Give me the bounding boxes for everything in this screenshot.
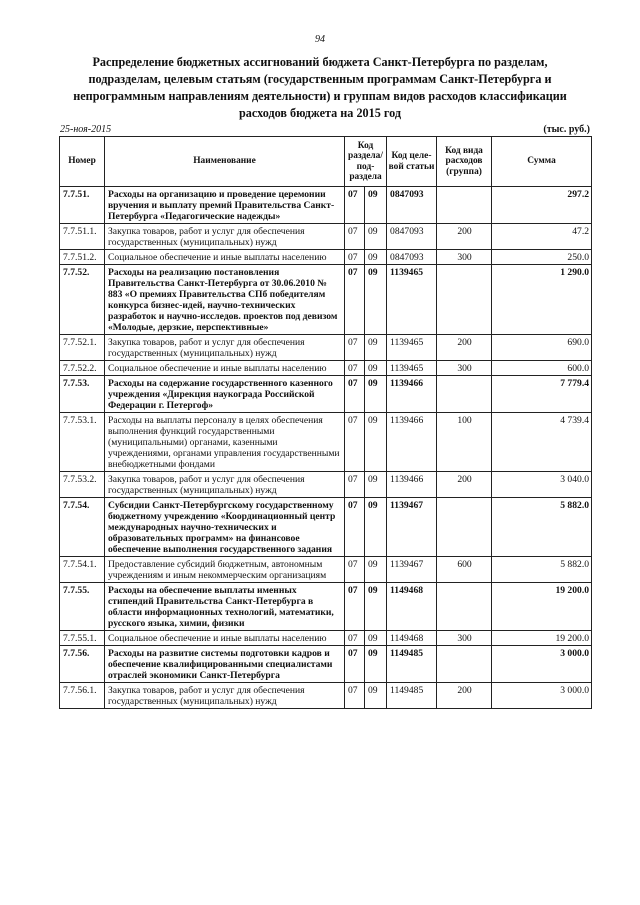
cell-sub: 09 bbox=[365, 498, 387, 557]
header-sum: Сумма bbox=[492, 137, 592, 187]
cell-tgt: 1149468 bbox=[387, 583, 437, 631]
cell-sec: 07 bbox=[345, 472, 365, 498]
cell-typ: 200 bbox=[437, 335, 492, 361]
cell-tgt: 1139466 bbox=[387, 472, 437, 498]
header-section: Код раздела/ под-раздела bbox=[345, 137, 387, 187]
budget-table bbox=[59, 136, 592, 709]
cell-typ: 200 bbox=[437, 683, 492, 709]
cell-sub: 09 bbox=[365, 250, 387, 265]
cell-sum: 3 040.0 bbox=[492, 472, 592, 498]
cell-num: 7.7.52.2. bbox=[60, 361, 105, 376]
cell-sub: 09 bbox=[365, 683, 387, 709]
header-name: Наименование bbox=[105, 137, 345, 187]
header-number: Номер bbox=[60, 137, 105, 187]
cell-sec: 07 bbox=[345, 498, 365, 557]
cell-sum: 7 779.4 bbox=[492, 376, 592, 413]
cell-sec: 07 bbox=[345, 631, 365, 646]
cell-name: Субсидии Санкт-Петербургскому государственному бюджетному учреждению «Координационный центр международных научно-технических и образовательных программ» на финансовое обеспечение выполнения государственного задания bbox=[105, 498, 345, 557]
cell-sec: 07 bbox=[345, 683, 365, 709]
cell-name: Закупка товаров, работ и услуг для обеспечения государственных (муниципальных) нужд bbox=[105, 335, 345, 361]
cell-num: 7.7.56. bbox=[60, 646, 105, 683]
cell-sec: 07 bbox=[345, 265, 365, 335]
cell-sec: 07 bbox=[345, 646, 365, 683]
cell-name: Расходы на выплаты персоналу в целях обеспечения выполнения функций государственными (муниципальными) органами, казенными учреждениями, органами управления государственными внебюджетными фондами bbox=[105, 413, 345, 472]
cell-name: Предоставление субсидий бюджетным, автономным учреждениям и иным некоммерческим организациям bbox=[105, 557, 345, 583]
cell-sec: 07 bbox=[345, 583, 365, 631]
cell-sum: 19 200.0 bbox=[492, 583, 592, 631]
cell-num: 7.7.53. bbox=[60, 376, 105, 413]
page-number: 94 bbox=[315, 34, 325, 45]
cell-sum: 19 200.0 bbox=[492, 631, 592, 646]
cell-sub: 09 bbox=[365, 557, 387, 583]
cell-num: 7.7.53.1. bbox=[60, 413, 105, 472]
document-date: 25-ноя-2015 bbox=[60, 124, 112, 135]
cell-tgt: 1139467 bbox=[387, 557, 437, 583]
cell-typ bbox=[437, 583, 492, 631]
cell-sum: 1 290.0 bbox=[492, 265, 592, 335]
cell-sum: 600.0 bbox=[492, 361, 592, 376]
cell-name: Закупка товаров, работ и услуг для обеспечения государственных (муниципальных) нужд bbox=[105, 472, 345, 498]
cell-num: 7.7.51.1. bbox=[60, 224, 105, 250]
cell-sum: 5 882.0 bbox=[492, 557, 592, 583]
cell-sec: 07 bbox=[345, 224, 365, 250]
table-row bbox=[60, 631, 592, 646]
units-label: (тыс. руб.) bbox=[543, 124, 590, 135]
table-row bbox=[60, 583, 592, 631]
cell-sec: 07 bbox=[345, 250, 365, 265]
cell-num: 7.7.52.1. bbox=[60, 335, 105, 361]
cell-sub: 09 bbox=[365, 335, 387, 361]
cell-sub: 09 bbox=[365, 224, 387, 250]
cell-tgt: 1149468 bbox=[387, 631, 437, 646]
cell-typ bbox=[437, 187, 492, 224]
cell-sum: 3 000.0 bbox=[492, 646, 592, 683]
cell-sec: 07 bbox=[345, 376, 365, 413]
table-row bbox=[60, 265, 592, 335]
cell-typ bbox=[437, 646, 492, 683]
table-row bbox=[60, 250, 592, 265]
cell-sub: 09 bbox=[365, 265, 387, 335]
cell-num: 7.7.56.1. bbox=[60, 683, 105, 709]
cell-typ bbox=[437, 498, 492, 557]
cell-sec: 07 bbox=[345, 335, 365, 361]
cell-tgt: 1149485 bbox=[387, 683, 437, 709]
cell-tgt: 1139466 bbox=[387, 413, 437, 472]
cell-num: 7.7.54. bbox=[60, 498, 105, 557]
cell-num: 7.7.55. bbox=[60, 583, 105, 631]
cell-sum: 3 000.0 bbox=[492, 683, 592, 709]
cell-name: Закупка товаров, работ и услуг для обеспечения государственных (муниципальных) нужд bbox=[105, 224, 345, 250]
cell-tgt: 1139465 bbox=[387, 361, 437, 376]
cell-typ: 200 bbox=[437, 472, 492, 498]
cell-typ: 300 bbox=[437, 250, 492, 265]
cell-sub: 09 bbox=[365, 187, 387, 224]
cell-sum: 4 739.4 bbox=[492, 413, 592, 472]
cell-name: Расходы на обеспечение выплаты именных стипендий Правительства Санкт-Петербурга в области информационных технологий, математики, русского языка, химии, физики bbox=[105, 583, 345, 631]
cell-typ: 600 bbox=[437, 557, 492, 583]
cell-name: Социальное обеспечение и иные выплаты населению bbox=[105, 631, 345, 646]
table-row bbox=[60, 498, 592, 557]
cell-name: Социальное обеспечение и иные выплаты населению bbox=[105, 250, 345, 265]
cell-sum: 47.2 bbox=[492, 224, 592, 250]
cell-sec: 07 bbox=[345, 413, 365, 472]
cell-sum: 297.2 bbox=[492, 187, 592, 224]
cell-tgt: 0847093 bbox=[387, 250, 437, 265]
cell-sub: 09 bbox=[365, 583, 387, 631]
cell-sub: 09 bbox=[365, 646, 387, 683]
header-type: Код вида расходов (группа) bbox=[437, 137, 492, 187]
table-row bbox=[60, 557, 592, 583]
cell-sum: 690.0 bbox=[492, 335, 592, 361]
cell-sum: 250.0 bbox=[492, 250, 592, 265]
cell-num: 7.7.54.1. bbox=[60, 557, 105, 583]
cell-name: Расходы на реализацию постановления Правительства Санкт-Петербурга от 30.06.2010 № 883 «О премиях Правительства СПб победителям конкурса бизнес-идей, научно-технических разработок и научно-исследов. проектов под девизом «Молодые, дерзкие, перспективные» bbox=[105, 265, 345, 335]
cell-name: Расходы на организацию и проведение церемонии вручения и выплату премий Правительства Санкт-Петербурга «Педагогические надежды» bbox=[105, 187, 345, 224]
table-row bbox=[60, 413, 592, 472]
cell-typ bbox=[437, 265, 492, 335]
cell-sub: 09 bbox=[365, 472, 387, 498]
cell-num: 7.7.52. bbox=[60, 265, 105, 335]
cell-sub: 09 bbox=[365, 361, 387, 376]
table-row bbox=[60, 472, 592, 498]
cell-sum: 5 882.0 bbox=[492, 498, 592, 557]
table-body bbox=[60, 187, 592, 709]
cell-sub: 09 bbox=[365, 376, 387, 413]
cell-sec: 07 bbox=[345, 361, 365, 376]
cell-tgt: 1139467 bbox=[387, 498, 437, 557]
cell-sec: 07 bbox=[345, 187, 365, 224]
table-row bbox=[60, 335, 592, 361]
table-header-row bbox=[60, 137, 592, 187]
table-row bbox=[60, 376, 592, 413]
cell-sub: 09 bbox=[365, 413, 387, 472]
cell-tgt: 0847093 bbox=[387, 224, 437, 250]
cell-num: 7.7.55.1. bbox=[60, 631, 105, 646]
table-row bbox=[60, 646, 592, 683]
header-target: Код целе-вой статьи bbox=[387, 137, 437, 187]
cell-sec: 07 bbox=[345, 557, 365, 583]
cell-typ: 300 bbox=[437, 631, 492, 646]
table-row bbox=[60, 361, 592, 376]
cell-name: Расходы на содержание государственного казенного учреждения «Дирекция наукограда Российской Федерации г. Петергоф» bbox=[105, 376, 345, 413]
cell-tgt: 1139465 bbox=[387, 335, 437, 361]
cell-typ: 300 bbox=[437, 361, 492, 376]
cell-tgt: 1139465 bbox=[387, 265, 437, 335]
document-title: Распределение бюджетных ассигнований бюджета Санкт-Петербурга по разделам, подразделам, целевым статьям (государственным программам Санкт-Петербурга и непрограммным направлениям деятельности) и группам видов расходов классификации расходов бюджета на 2015 год bbox=[73, 55, 567, 120]
cell-typ bbox=[437, 376, 492, 413]
cell-typ: 100 bbox=[437, 413, 492, 472]
cell-sub: 09 bbox=[365, 631, 387, 646]
cell-name: Социальное обеспечение и иные выплаты населению bbox=[105, 361, 345, 376]
cell-tgt: 1139466 bbox=[387, 376, 437, 413]
cell-num: 7.7.53.2. bbox=[60, 472, 105, 498]
table-row bbox=[60, 683, 592, 709]
cell-name: Расходы на развитие системы подготовки кадров и обеспечение квалифицированными специалистами отраслей экономики Санкт-Петербурга bbox=[105, 646, 345, 683]
cell-name: Закупка товаров, работ и услуг для обеспечения государственных (муниципальных) нужд bbox=[105, 683, 345, 709]
cell-tgt: 0847093 bbox=[387, 187, 437, 224]
cell-typ: 200 bbox=[437, 224, 492, 250]
cell-tgt: 1149485 bbox=[387, 646, 437, 683]
table-row bbox=[60, 187, 592, 224]
table-row bbox=[60, 224, 592, 250]
cell-num: 7.7.51. bbox=[60, 187, 105, 224]
cell-num: 7.7.51.2. bbox=[60, 250, 105, 265]
